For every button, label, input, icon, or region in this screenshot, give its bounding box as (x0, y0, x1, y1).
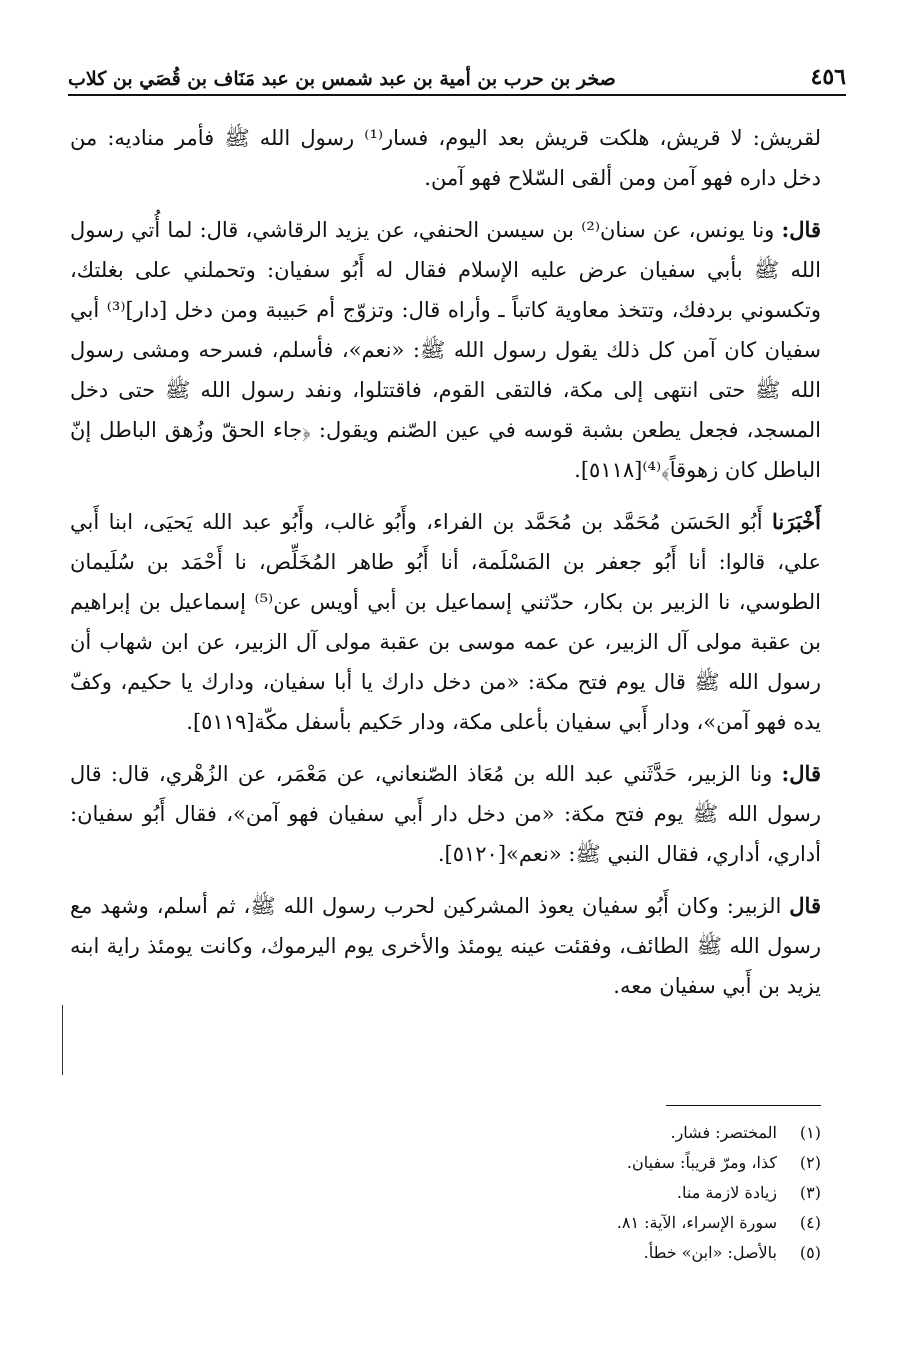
footnote-text: المختصر: فشار. (670, 1123, 777, 1142)
paragraph-lead: قال: (781, 761, 821, 786)
footnote-mark: (٤) (799, 1213, 821, 1232)
main-text (70, 118, 821, 1018)
footnote-item (221, 1178, 821, 1208)
footnote-text: كذا، ومرّ قريباً: سفيان. (626, 1153, 777, 1172)
footnote-separator (666, 1105, 821, 1106)
margin-rule (62, 1005, 63, 1075)
page-header (68, 56, 846, 96)
paragraph-lead: قال: (781, 217, 821, 242)
running-title: صخر بن حرب بن أمية بن عبد شمس بن عبد مَنَاف بن قُصَي بن كلاب (68, 68, 616, 90)
footnote-text: بالأصل: «ابن» خطأ. (643, 1243, 777, 1262)
footnote-item (221, 1148, 821, 1178)
paragraph (70, 754, 821, 874)
footnote-item (221, 1208, 821, 1238)
paragraph-text: أَبُو الحَسَن مُحَمَّد بن مُحَمَّد بن الفراء، وأَبُو غالب، وأَبُو عبد الله يَحيَى، ابنا أَبي علي، قالوا: أنا أَبُو جعفر بن المَسْلَمة، أنا أَبُو طاهر المُخَلِّص، نا أَحْمَد بن سُلَيمان الطوسي، نا الزبير بن بكار، حدّثني إسماعيل بن أبي أويس عن⁽⁵⁾ إسماعيل بن إبراهيم بن عقبة مولى آل الزبير، عن عمه موسى بن عقبة مولى آل الزبير، عن ابن شهاب أن رسول الله ﷺ قال يوم فتح مكة: «من دخل دارك يا أبا سفيان، ودارك يا حكيم، وكفّ يده فهو آمن»، ودار أَبي سفيان بأعلى مكة، ودار حَكيم بأسفل مكّة[٥١١٩]. (70, 510, 821, 734)
footnotes (221, 1118, 821, 1268)
footnote-item (221, 1238, 821, 1268)
paragraph-text: ونا الزبير، حَدَّثَني عبد الله بن مُعَاذ الصّنعاني، عن مَعْمَر، عن الزُهْري، قال: قال رسول الله ﷺ يوم فتح مكة: «من دخل دار أَبي سفيان فهو آمن»، فقال أَبُو سفيان: أداري، أداري، فقال النبي ﷺ: «نعم»[٥١٢٠]. (70, 762, 821, 866)
footnote-mark: (١) (799, 1123, 821, 1142)
paragraph-text: الزبير: وكان أَبُو سفيان يعوذ المشركين لحرب رسول الله ﷺ، ثم أسلم، وشهد مع رسول الله ﷺ الطائف، وفقئت عينه يومئذ والأخرى يوم اليرموك، وكانت يومئذ راية ابنه يزيد بن أَبي سفيان معه. (70, 894, 821, 998)
footnote-item (221, 1118, 821, 1148)
paragraph-lead: أَخْبَرَنا (772, 509, 821, 534)
paragraph-lead: قال (789, 893, 821, 918)
paragraph-text: ونا يونس، عن سنان⁽²⁾ بن سيسن الحنفي، عن يزيد الرقاشي، قال: لما أُتي رسول الله ﷺ بأبي سفيان عرض عليه الإسلام فقال له أَبُو سفيان: وتحملني على بغلتك، وتكسوني بردفك، وتتخذ معاوية كاتباً ـ وأراه قال: وتزوّج أم حَبيبة ومن دخل [دار]⁽³⁾ أبي سفيان كان آمن كل ذلك يقول رسول الله ﷺ: «نعم»، فأسلم، فسرحه ومشى رسول الله ﷺ حتى انتهى إلى مكة، فالتقى القوم، فاقتتلوا، ونفد رسول الله ﷺ حتى دخل المسجد، فجعل يطعن بشبة قوسه في عين الصّنم ويقول: ﴿جاء الحقّ وزُهق الباطل إنّ الباطل كان زهوقاً﴾⁽⁴⁾[٥١١٨]. (70, 218, 821, 482)
paragraph-text: لقريش: لا قريش، هلكت قريش بعد اليوم، فسار⁽¹⁾ رسول الله ﷺ فأمر مناديه: من دخل داره فهو آمن ومن ألقى السّلاح فهو آمن. (70, 126, 822, 190)
paragraph (70, 210, 821, 490)
footnote-mark: (٣) (799, 1183, 821, 1202)
footnote-mark: (٥) (799, 1243, 821, 1262)
paragraph (70, 118, 821, 198)
footnote-mark: (٢) (799, 1153, 821, 1172)
footnote-text: سورة الإسراء، الآية: ٨١. (616, 1213, 777, 1232)
page-number: ٤٥٦ (810, 64, 846, 90)
paragraph (70, 502, 821, 742)
footnote-text: زيادة لازمة منا. (676, 1183, 777, 1202)
paragraph (70, 886, 821, 1006)
